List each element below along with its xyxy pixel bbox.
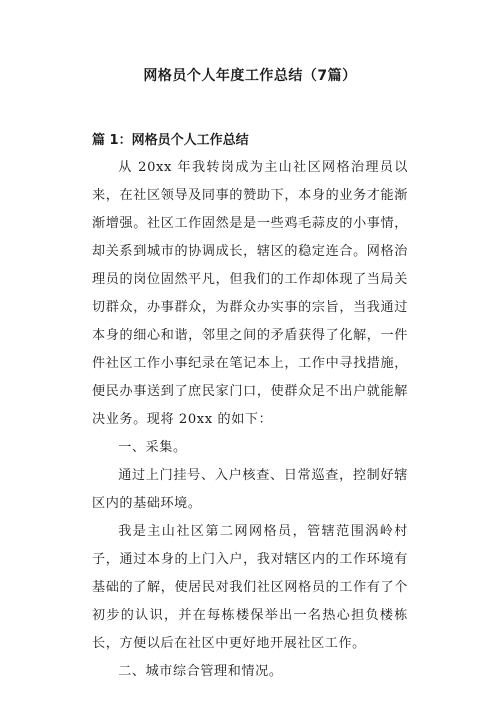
paragraph-intro: 从 20xx 年我转岗成为主山社区网格治理员以来，在社区领导及同事的赞助下，本身的业务才能渐渐增强。社区工作固然是是一些鸡毛蒜皮的小事情，却关系到城市的协调成长，辖区的稳定连合。网格治理员的岗位固然平凡，但我们的工作却体现了当局关切群众，办事群众，为群众办实事的宗旨，当我通过本身的细心和谐，邻里之间的矛盾获得了化解，一件件社区工作小事纪录在笔记本上，工作中寻找措施，便民办事送到了庶民家门口，使群众足不出户就能解决业务。现将 20xx 的如下： xyxy=(92,160,408,427)
paragraph-item-2-heading: 二、城市综合管理和情况。 xyxy=(118,664,283,679)
paragraph-item-1-detail: 我是主山社区第二网网格员，管辖范围涡岭村子，通过本身的上门入户，我对辖区内的工作环境有基础的了解，使居民对我们社区网格员的工作有了个初步的认识，并在每栋楼保举出一名热心担负楼栋长，方便以后在社区中更好地开展社区工作。 xyxy=(92,524,408,651)
paragraph-item-1-heading: 一、采集。 xyxy=(118,440,187,455)
section-heading: 篇 1：网格员个人工作总结 xyxy=(92,133,249,148)
document-title: 网格员个人年度工作总结（7篇） xyxy=(143,68,357,84)
paragraph-item-1-body: 通过上门挂号、入户核查、日常巡查，控制好辖区内的基础环境。 xyxy=(92,468,408,511)
